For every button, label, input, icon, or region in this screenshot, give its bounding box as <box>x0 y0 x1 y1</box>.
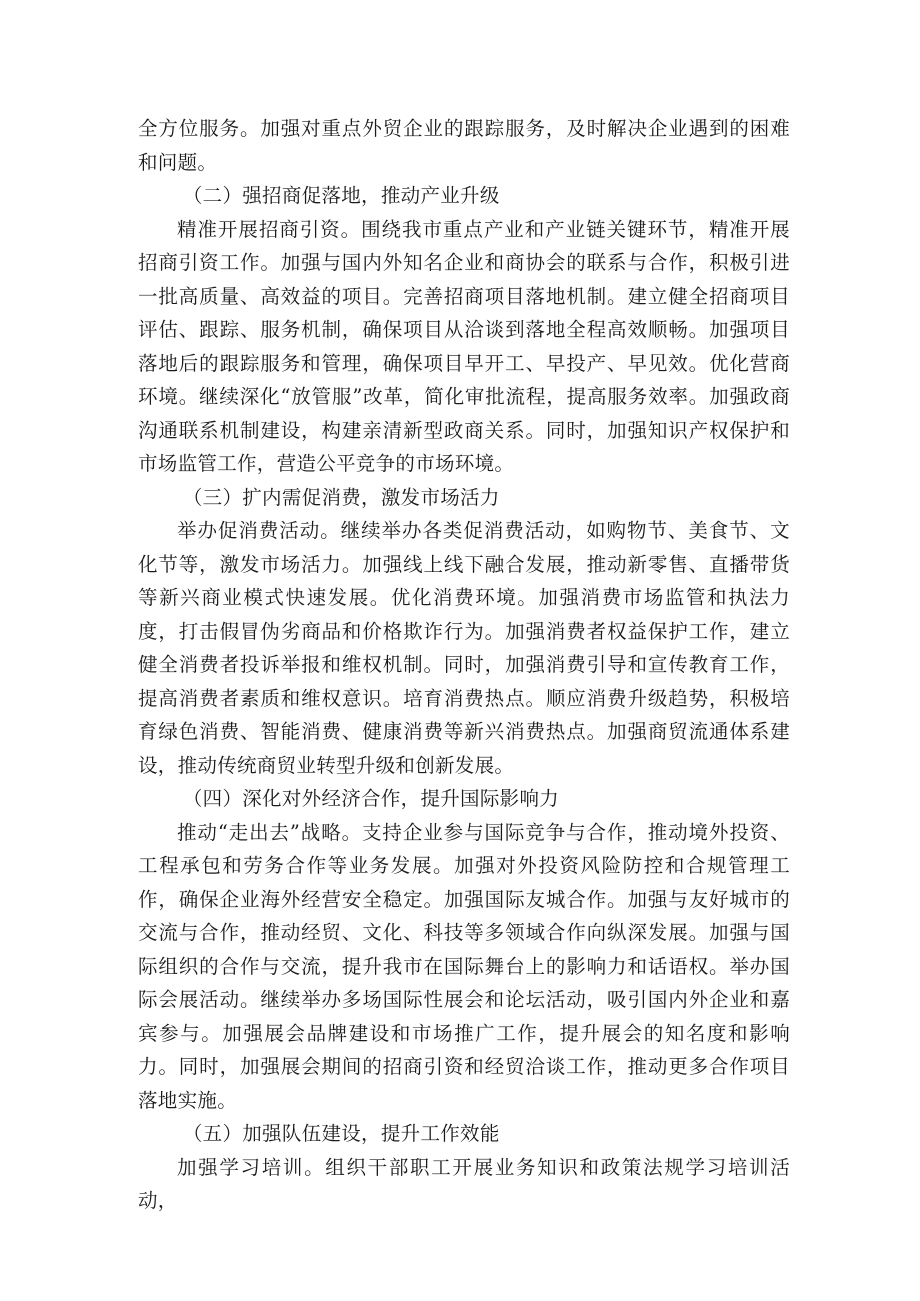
paragraph-training: 加强学习培训。组织干部职工开展业务知识和政策法规学习培训活动， <box>138 1155 790 1212</box>
section-heading-3: （三）扩内需促消费，激发市场活力 <box>182 485 500 509</box>
section-heading-5: （五）加强队伍建设，提升工作效能 <box>182 1122 500 1145</box>
document-body <box>138 112 790 1218</box>
paragraph-investment: 精准开展招商引资。围绕我市重点产业和产业链关键环节，精准开展招商引资工作。加强与国内外知名企业和商协会的联系与合作，积极引进一批高质量、高效益的项目。完善招商项目落地机制。建立健全招商项目评估、跟踪、服务机制，确保项目从洽谈到落地全程高效顺畅。加强项目落地后的跟踪服务和管理，确保项目早开工、早投产、早见效。优化营商环境。继续深化“放管服”改革，简化审批流程，提高服务效率。加强政商沟通联系机制建设，构建亲清新型政商关系。同时，加强知识产权保护和市场监管工作，营造公平竞争的市场环境。 <box>138 217 790 475</box>
paragraph-consumption: 举办促消费活动。继续举办各类促消费活动，如购物节、美食节、文化节等，激发市场活力。加强线上线下融合发展，推动新零售、直播带货等新兴商业模式快速发展。优化消费环境。加强消费市场监管和执法力度，打击假冒伪劣商品和价格欺诈行为。加强消费者权益保护工作，建立健全消费者投诉举报和维权机制。同时，加强消费引导和宣传教育工作，提高消费者素质和维权意识。培育消费热点。顺应消费升级趋势，积极培育绿色消费、智能消费、健康消费等新兴消费热点。加强商贸流通体系建设，推动传统商贸业转型升级和创新发展。 <box>138 519 790 777</box>
section-heading-4: （四）深化对外经济合作，提升国际影响力 <box>182 787 560 810</box>
paragraph-continuation: 全方位服务。加强对重点外贸企业的跟踪服务，及时解决企业遇到的困难和问题。 <box>138 117 790 174</box>
section-heading-2: （二）强招商促落地，推动产业升级 <box>182 184 500 207</box>
paragraph-foreign-cooperation: 推动“走出去”战略。支持企业参与国际竞争与合作，推动境外投资、工程承包和劳务合作等业务发展。加强对外投资风险防控和合规管理工作，确保企业海外经营安全稳定。加强国际友城合作。加强与友好城市的交流与合作，推动经贸、文化、科技等多领域合作向纵深发展。加强与国际组织的合作与交流，提升我市在国际舞台上的影响力和话语权。举办国际会展活动。继续举办多场国际性展会和论坛活动，吸引国内外企业和嘉宾参与。加强展会品牌建设和市场推广工作，提升展会的知名度和影响力。同时，加强展会期间的招商引资和经贸洽谈工作，推动更多合作项目落地实施。 <box>138 820 790 1112</box>
